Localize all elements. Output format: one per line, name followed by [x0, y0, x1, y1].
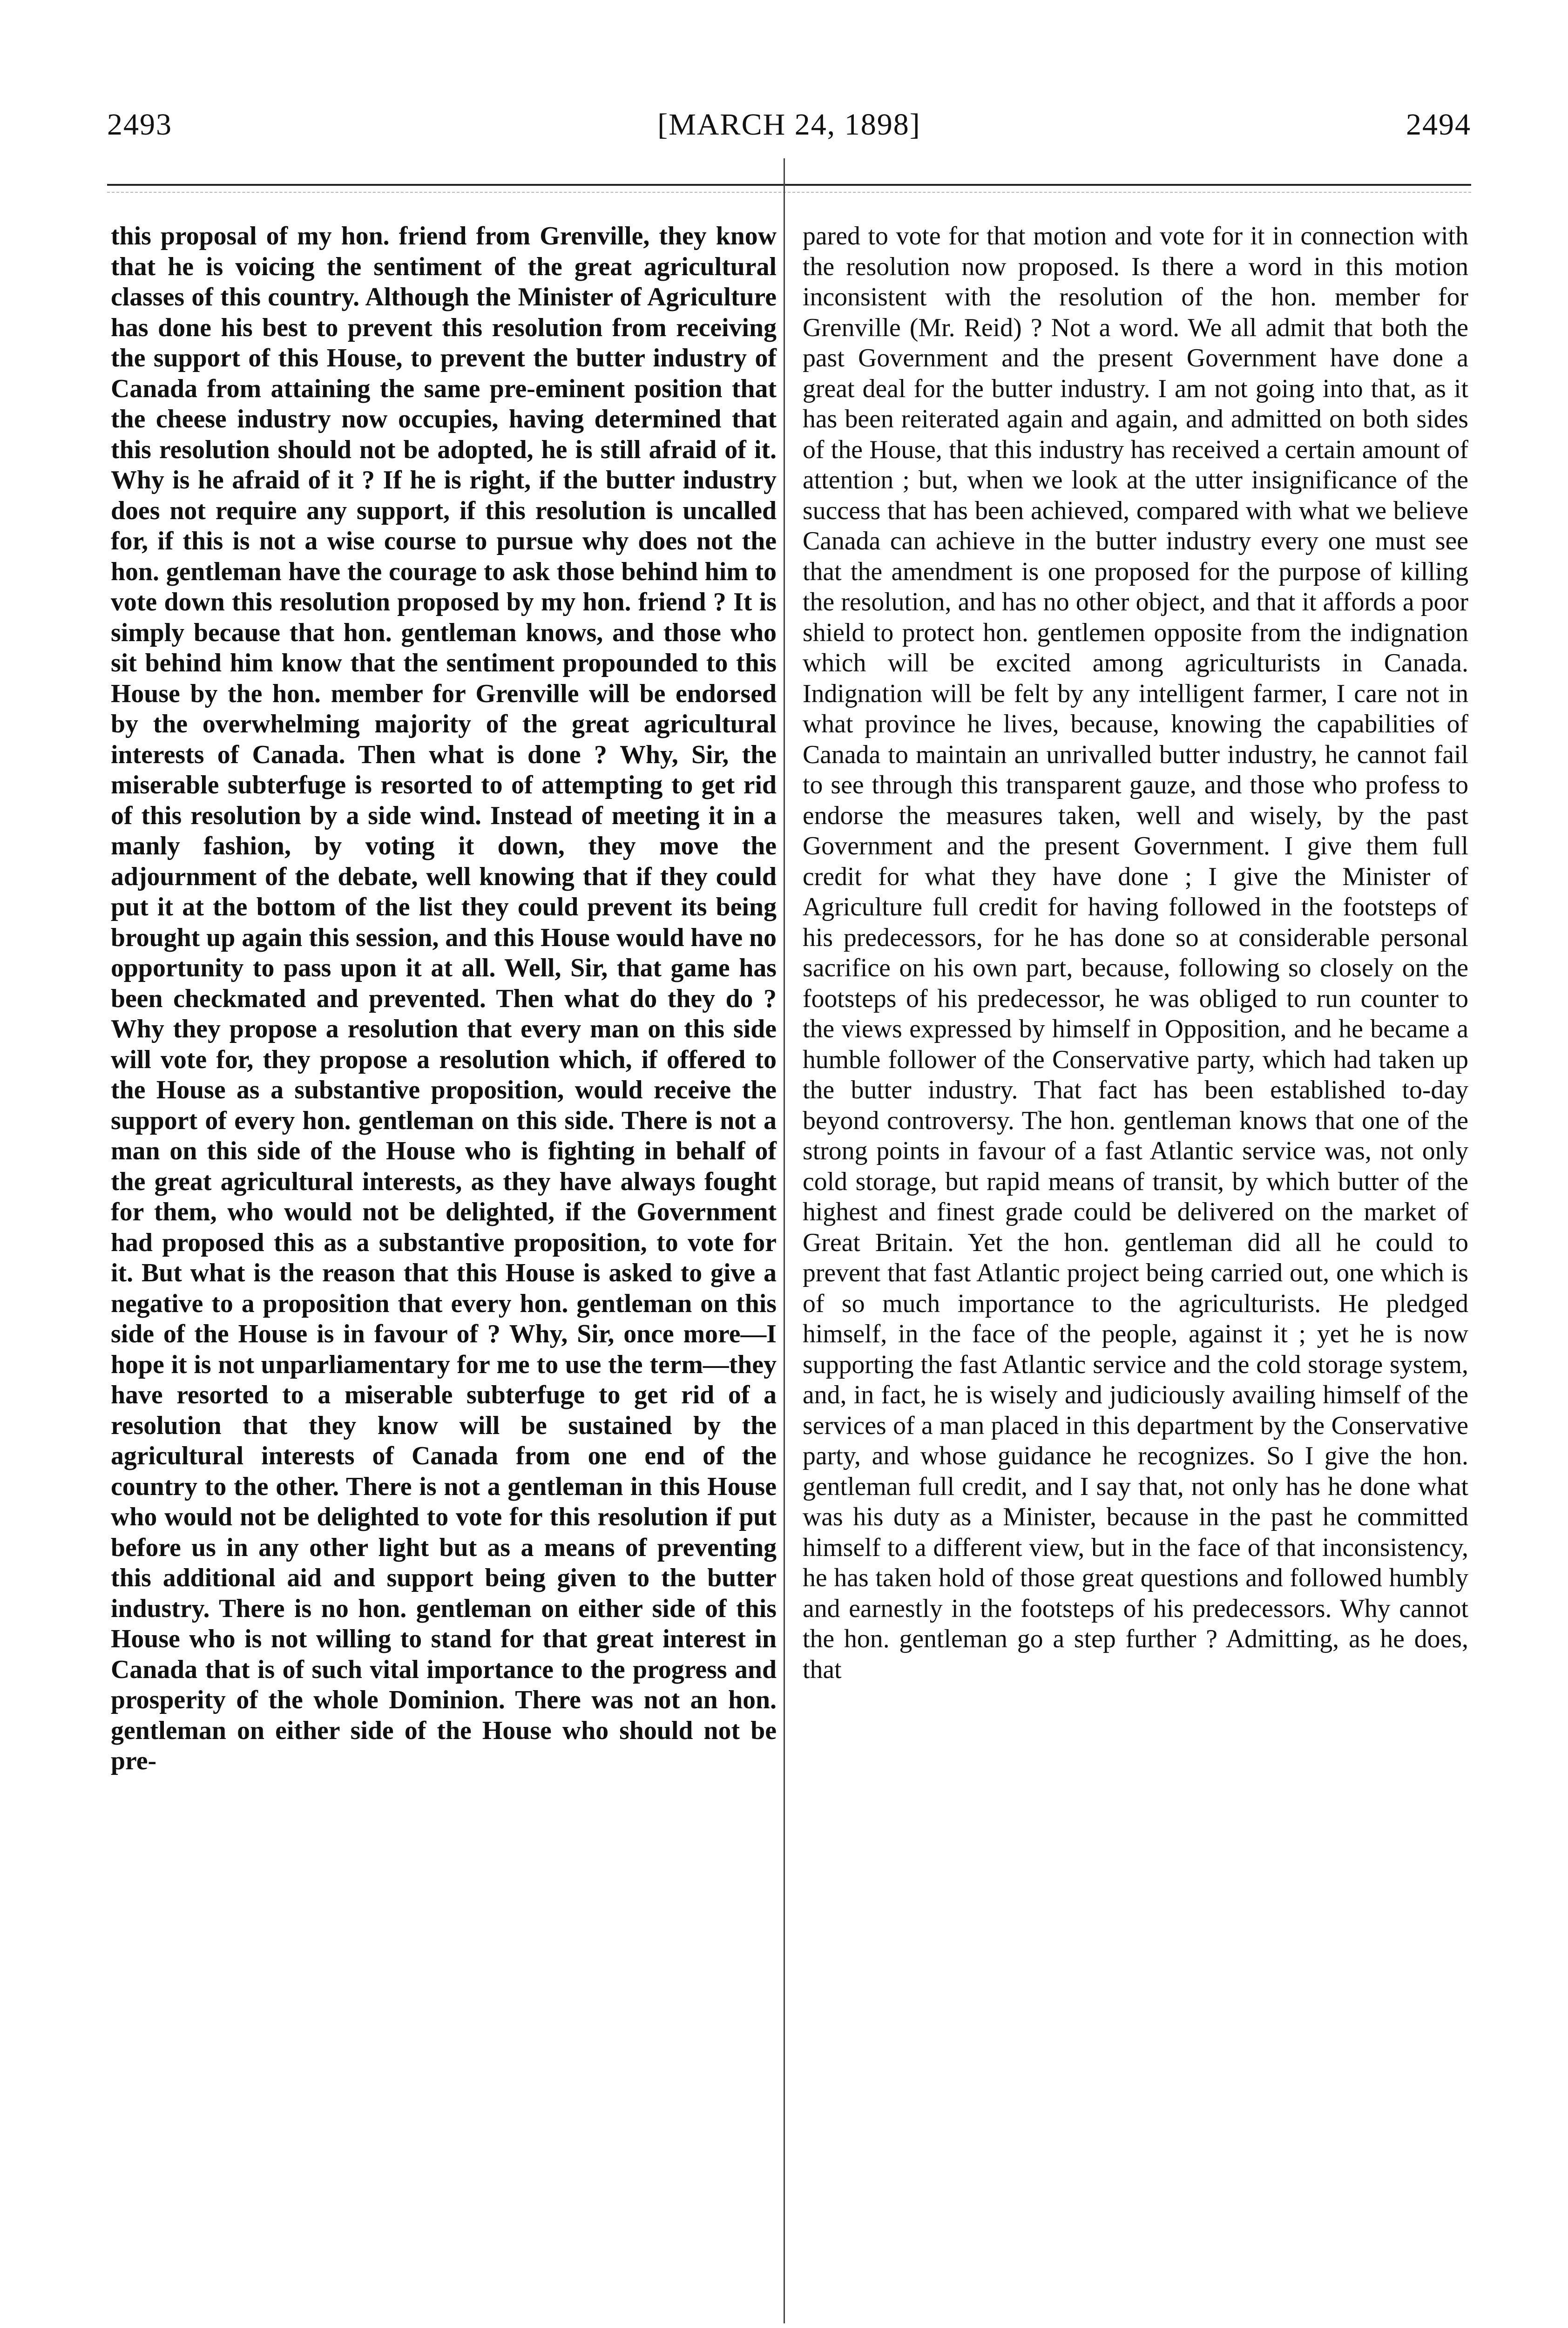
page-header [107, 98, 1471, 154]
column-divider [784, 158, 785, 2323]
left-column [111, 221, 777, 1777]
right-column [803, 221, 1468, 1685]
left-column-text: this proposal of my hon. friend from Grenville, they know that he is voicing the sentiment of the great agricultural classes of this country. Although the Minister of Agriculture has done his best to prevent this resolution from receiving the support of this House, to prevent the butter industry of Canada from attaining the same pre-eminent position that the cheese industry now occupies, having determined that this resolution should not be adopted, he is still afraid of it. Why is he afraid of it ? If he is right, if the butter industry does not require any support, if this resolution is uncalled for, if this is not a wise course to pursue why does not the hon. gentleman have the courage to ask those behind him to vote down this resolution proposed by my hon. friend ? It is simply because that hon. gentleman knows, and those who sit behind him know that the sentiment propounded to this House by the hon. member for Grenville will be endorsed by the overwhelming majority of the great agricultural interests of Canada. Then what is done ? Why, Sir, the miserable subterfuge is resorted to of attempting to get rid of this resolution by a side wind. Instead of meeting it in a manly fashion, by voting it down, they move the adjournment of the debate, well knowing that if they could put it at the bottom of the list they could prevent its being brought up again this session, and this House would have no opportunity to pass upon it at all. Well, Sir, that game has been checkmated and prevented. Then what do they do ? Why they propose a resolution that every man on this side will vote for, they propose a resolution which, if offered to the House as a substantive proposition, would receive the support of every hon. gentleman on this side. There is not a man on this side of the House who is fighting in behalf of the great agricultural interests, as they have always fought for them, who would not be delighted, if the Government had proposed this as a substantive proposition, to vote for it. But what is the reason that this House is asked to give a negative to a proposition that every hon. gentleman on this side of the House is in favour of ? Why, Sir, once more—I hope it is not unparliamentary for me to use the term—they have resorted to a miserable subterfuge to get rid of a resolution that they know will be sustained by the agricultural interests of Canada from one end of the country to the other. There is not a gentleman in this House who would not be delighted to vote for this resolution if put before us in any other light but as a means of preventing this additional aid and support being given to the butter industry. There is no hon. gentleman on either side of this House who is not willing to stand for that great interest in Canada that is of such vital importance to the progress and prosperity of the whole Dominion. There was not an hon. gentleman on either side of the House who should not be pre- [111, 222, 777, 1775]
header-rule-faint [107, 192, 1471, 193]
right-column-text: pared to vote for that motion and vote for it in connection with the resolution now proposed. Is there a word in this motion inconsistent with the resolution of the hon. member for Grenville (Mr. Reid) ? Not a word. We all admit that both the past Government and the present Government have done a great deal for the butter industry. I am not going into that, as it has been reiterated again and again, and admitted on both sides of the House, that this industry has received a certain amount of attention ; but, when we look at the utter insignificance of the success that has been achieved, compared with what we believe Canada can achieve in the butter industry every one must see that the amendment is one proposed for the purpose of killing the resolution, and has no other object, and that it affords a poor shield to protect hon. gentlemen opposite from the indignation which will be excited among agriculturists in Canada. Indignation will be felt by any intelligent farmer, I care not in what province he lives, because, knowing the capabilities of Canada to maintain an unrivalled butter industry, he cannot fail to see through this transparent gauze, and those who profess to endorse the measures taken, well and wisely, by the past Government and the present Government. I give them full credit for what they have done ; I give the Minister of Agriculture full credit for having followed in the footsteps of his predecessors, for he has done so at considerable personal sacrifice on his own part, because, following so closely on the footsteps of his predecessor, he was obliged to run counter to the views expressed by himself in Opposition, and he became a humble follower of the Conservative party, which had taken up the butter industry. That fact has been established to-day beyond controversy. The hon. gentleman knows that one of the strong points in favour of a fast Atlantic service was, not only cold storage, but rapid means of transit, by which butter of the highest and finest grade could be delivered on the market of Great Britain. Yet the hon. gentleman did all he could to prevent that fast Atlantic project being carried out, one which is of so much importance to the agriculturists. He pledged himself, in the face of the people, against it ; yet he is now supporting the fast Atlantic service and the cold storage system, and, in fact, he is wisely and judiciously availing himself of the services of a man placed in this department by the Conservative party, and whose guidance he recognizes. So I give the hon. gentleman full credit, and I say that, not only has he done what was his duty as a Minister, because in the past he committed himself to a different view, but in the face of that inconsistency, he has taken hold of those great questions and followed humbly and earnestly in the footsteps of his predecessors. Why cannot the hon. gentleman go a step further ? Admitting, as he does, that [803, 222, 1468, 1684]
page-date-title: [MARCH 24, 1898] [657, 108, 921, 142]
right-page-number: 2494 [1406, 108, 1471, 142]
header-rule [107, 184, 1471, 186]
left-page-number: 2493 [107, 108, 172, 142]
